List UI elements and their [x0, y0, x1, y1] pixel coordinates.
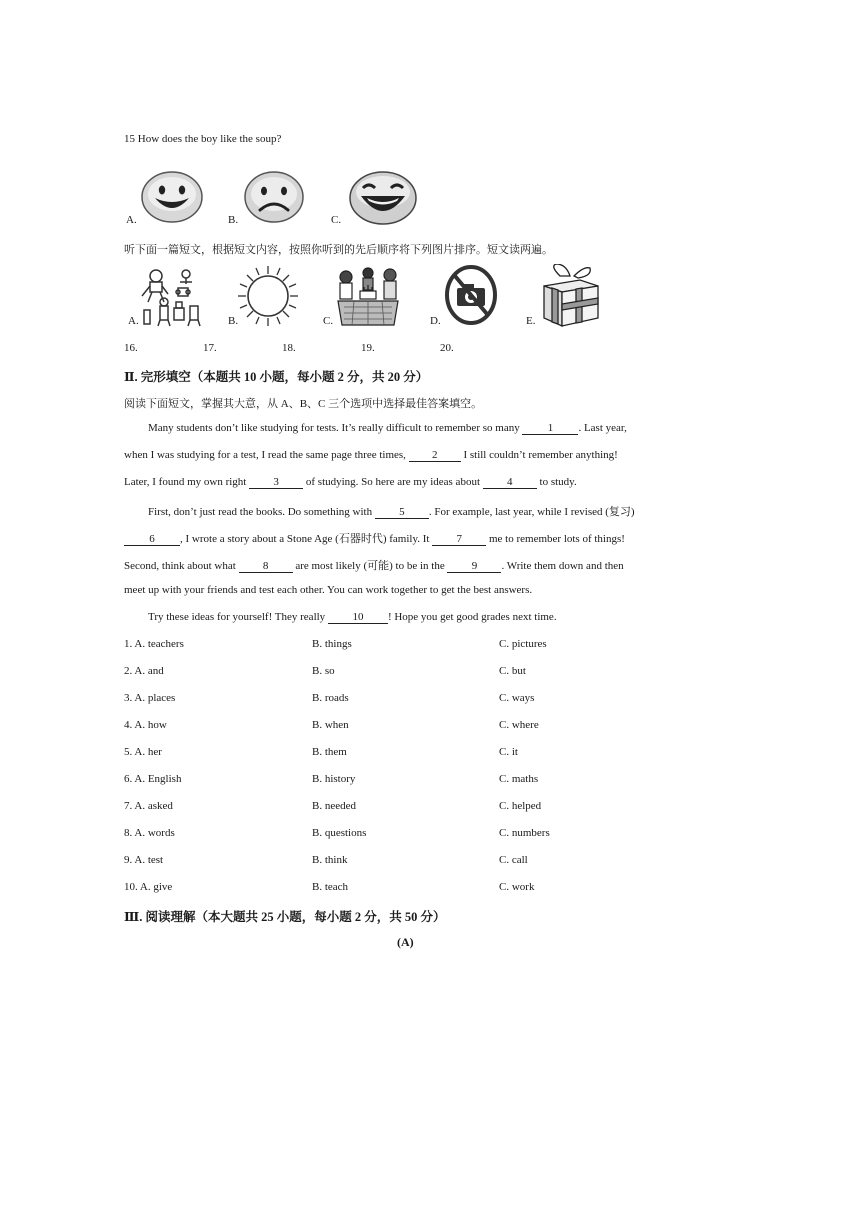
answer-number-19: 19.: [361, 342, 375, 354]
q15-option-c: C.: [331, 214, 342, 226]
gift-box-picture: [540, 264, 602, 328]
reading-section-heading: Ⅲ. 阅读理解（本大题共 25 小题，每小题 2 分，共 50 分）: [124, 910, 446, 924]
option-9c[interactable]: C. call: [499, 854, 528, 866]
option-7c[interactable]: C. helped: [499, 800, 542, 812]
options-row-9: [124, 854, 684, 868]
pic-label-e: E.: [526, 315, 536, 327]
option-1c[interactable]: C. pictures: [499, 638, 547, 650]
options-row-2: [124, 665, 684, 679]
option-8c[interactable]: C. numbers: [499, 827, 550, 839]
sad-face-picture: [243, 170, 305, 224]
happy-face-picture: [140, 170, 204, 224]
option-2c[interactable]: C. but: [499, 665, 526, 677]
reading-part-label: (A): [397, 935, 414, 949]
blank-3[interactable]: 3: [249, 476, 303, 489]
blank-8[interactable]: 8: [239, 560, 293, 573]
option-2a[interactable]: 2. A. and: [124, 665, 164, 677]
option-6a[interactable]: 6. A. English: [124, 773, 182, 785]
option-7a[interactable]: 7. A. asked: [124, 800, 173, 812]
option-3b[interactable]: B. roads: [312, 692, 349, 704]
options-row-7: [124, 800, 684, 814]
option-4b[interactable]: B. when: [312, 719, 349, 731]
option-1b[interactable]: B. things: [312, 638, 352, 650]
blank-9[interactable]: 9: [447, 560, 501, 573]
blank-7[interactable]: 7: [432, 533, 486, 546]
answer-number-18: 18.: [282, 342, 296, 354]
answer-number-17: 17.: [203, 342, 217, 354]
passage-line-2: when I was studying for a test, I read the same page three times, 2 I still couldn’t remember anything!: [124, 449, 618, 461]
options-row-8: [124, 827, 684, 841]
option-10a[interactable]: 10. A. give: [124, 881, 173, 893]
passage-line-1: Many students don’t like studying for tests. It’s really difficult to remember so many 1 . Last year,: [148, 422, 627, 434]
blank-4[interactable]: 4: [483, 476, 537, 489]
passage-line-6: Second, think about what 8 are most likely (可能) to be in the 9 . Write them down and then: [124, 560, 624, 572]
passage-line-7: meet up with your friends and test each other. You can work together to get the best answers.: [124, 584, 533, 596]
option-7b[interactable]: B. needed: [312, 800, 356, 812]
option-5b[interactable]: B. them: [312, 746, 347, 758]
passage-line-5: 6 , I wrote a story about a Stone Age (石器时代) family. It 7 me to remember lots of things!: [124, 530, 625, 546]
option-3c[interactable]: C. ways: [499, 692, 535, 704]
options-row-10: [124, 881, 684, 895]
answer-number-16: 16.: [124, 342, 138, 354]
pic-label-a: A.: [128, 315, 139, 327]
option-9b[interactable]: B. think: [312, 854, 348, 866]
option-4c[interactable]: C. where: [499, 719, 539, 731]
option-8b[interactable]: B. questions: [312, 827, 367, 839]
options-row-3: [124, 692, 684, 706]
option-4a[interactable]: 4. A. how: [124, 719, 167, 731]
robots-picture: [138, 266, 202, 328]
pic-label-d: D.: [430, 315, 441, 327]
listening-instruction: 听下面一篇短文，根据短文内容，按照你听到的先后顺序将下列图片排序。短文读两遍。: [124, 244, 553, 256]
blank-1[interactable]: 1: [522, 422, 578, 435]
q15-question: 15 How does the boy like the soup?: [124, 133, 282, 145]
option-10c[interactable]: C. work: [499, 881, 535, 893]
option-2b[interactable]: B. so: [312, 665, 335, 677]
blank-10[interactable]: 10: [328, 611, 388, 624]
option-10b[interactable]: B. teach: [312, 881, 349, 893]
laughing-face-picture: [347, 170, 419, 226]
option-6c[interactable]: C. maths: [499, 773, 539, 785]
passage-line-4: First, don’t just read the books. Do something with 5 . For example, last year, while I revised (复习): [148, 506, 635, 518]
q15-option-b: B.: [228, 214, 239, 226]
cloze-section-heading: Ⅱ. 完形填空（本题共 10 小题，每小题 2 分，共 20 分）: [124, 370, 429, 384]
no-camera-sign-picture: [444, 264, 498, 326]
option-1a[interactable]: 1. A. teachers: [124, 638, 184, 650]
options-row-6: [124, 773, 684, 787]
option-5a[interactable]: 5. A. her: [124, 746, 162, 758]
option-8a[interactable]: 8. A. words: [124, 827, 175, 839]
options-row-1: [124, 638, 684, 652]
passage-line-3: Later, I found my own right 3 of studying. So here are my ideas about 4 to study.: [124, 476, 577, 488]
cloze-instruction: 阅读下面短文，掌握其大意，从 A、B、C 三个选项中选择最佳答案填空。: [124, 398, 483, 410]
pic-label-b: B.: [228, 315, 239, 327]
answer-number-20: 20.: [440, 342, 454, 354]
blank-2[interactable]: 2: [409, 449, 461, 462]
option-9a[interactable]: 9. A. test: [124, 854, 164, 866]
option-6b[interactable]: B. history: [312, 773, 356, 785]
passage-line-8: Try these ideas for yourself! They really 10 ! Hope you get good grades next time.: [148, 611, 557, 623]
q15-option-a: A.: [126, 214, 137, 226]
option-5c[interactable]: C. it: [499, 746, 518, 758]
options-row-5: [124, 746, 684, 760]
pic-label-c: C.: [323, 315, 334, 327]
blank-5[interactable]: 5: [375, 506, 429, 519]
sun-picture: [236, 264, 300, 328]
option-3a[interactable]: 3. A. places: [124, 692, 176, 704]
options-row-4: [124, 719, 684, 733]
birthday-party-picture: [334, 263, 402, 329]
blank-6[interactable]: 6: [124, 533, 180, 546]
